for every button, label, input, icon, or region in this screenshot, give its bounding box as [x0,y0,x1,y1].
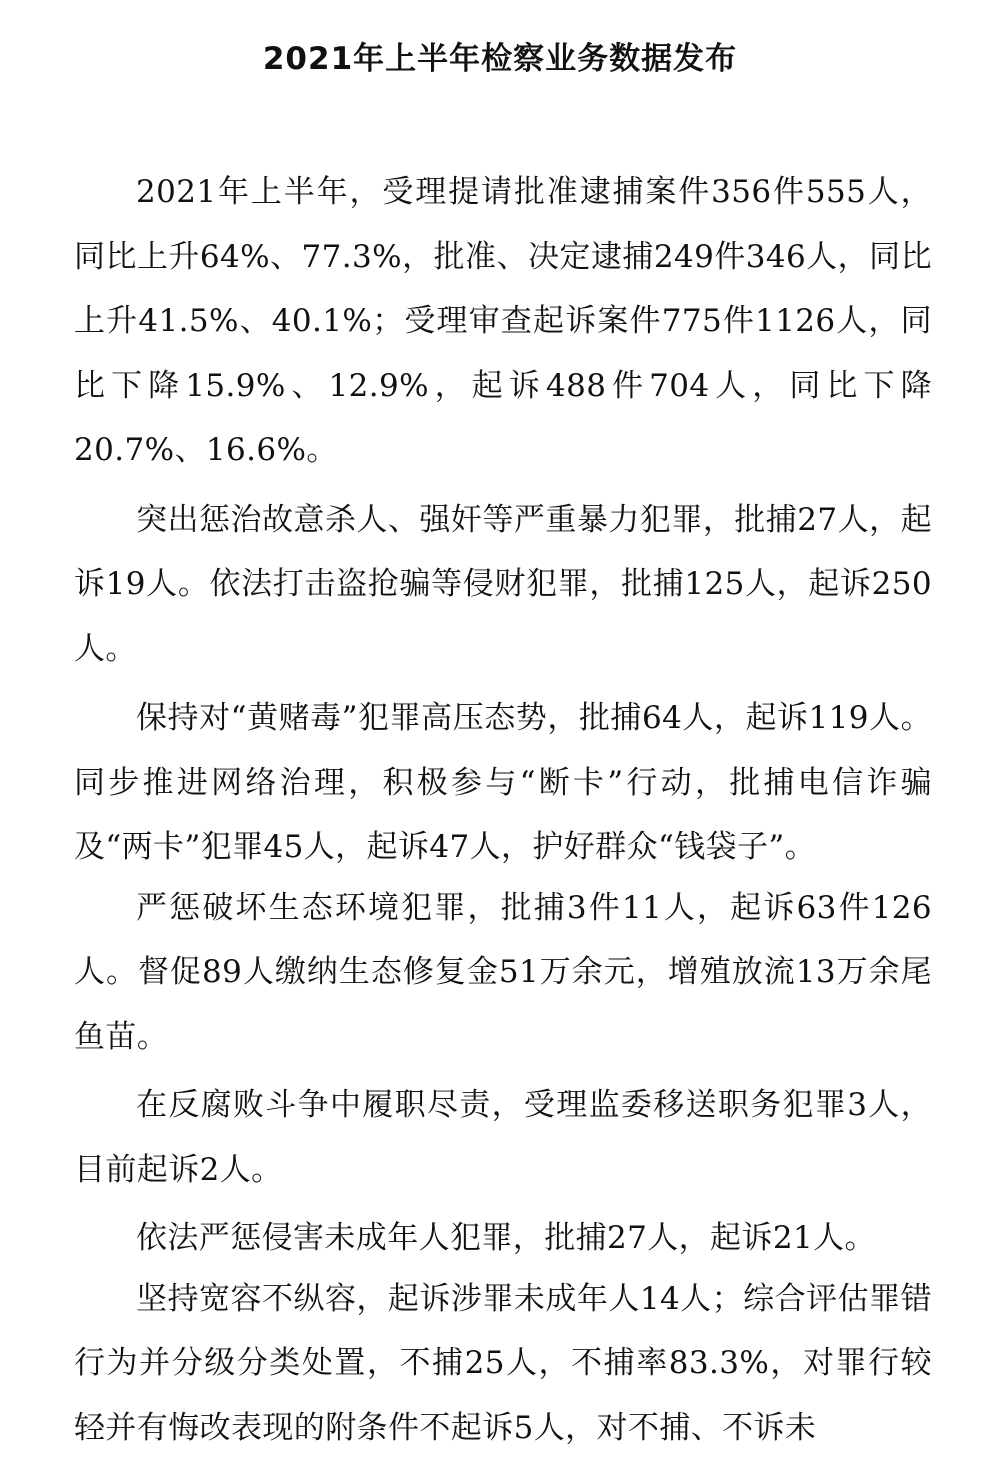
paragraph-juvenile-offenders: 坚持宽容不纵容，起诉涉罪未成年人14人；综合评估罪错行为并分级分类处置，不捕25人，不捕率83.3%，对罪行较轻并有悔改表现的附条件不起诉5人，对不捕、不诉未 [74,1267,932,1460]
document-body [74,160,932,1460]
paragraph-ecology: 严惩破坏生态环境犯罪，批捕3件11人，起诉63件126人。督促89人缴纳生态修复金51万余元，增殖放流13万余尾鱼苗。 [74,876,932,1070]
document-title: 2021年上半年检察业务数据发布 [0,34,1000,84]
paragraph-drugs-gambling-fraud: 保持对“黄赌毒”犯罪高压态势，批捕64人，起诉119人。同步推进网络治理，积极参与“断卡”行动，批捕电信诈骗及“两卡”犯罪45人，起诉47人，护好群众“钱袋子”。 [74,686,932,880]
paragraph-anti-corruption: 在反腐败斗争中履职尽责，受理监委移送职务犯罪3人，目前起诉2人。 [74,1073,932,1202]
paragraph-case-statistics: 2021年上半年，受理提请批准逮捕案件356件555人，同比上升64%、77.3%，批准、决定逮捕249件346人，同比上升41.5%、40.1%；受理审查起诉案件775件1126人，同比下降15.9%、12.9%，起诉488件704人，同比下降20.7%、16.6%。 [74,160,932,483]
paragraph-minor-victims: 依法严惩侵害未成年人犯罪，批捕27人，起诉21人。 [74,1206,932,1271]
paragraph-violent-crime: 突出惩治故意杀人、强奸等严重暴力犯罪，批捕27人，起诉19人。依法打击盗抢骗等侵财犯罪，批捕125人，起诉250人。 [74,488,932,682]
